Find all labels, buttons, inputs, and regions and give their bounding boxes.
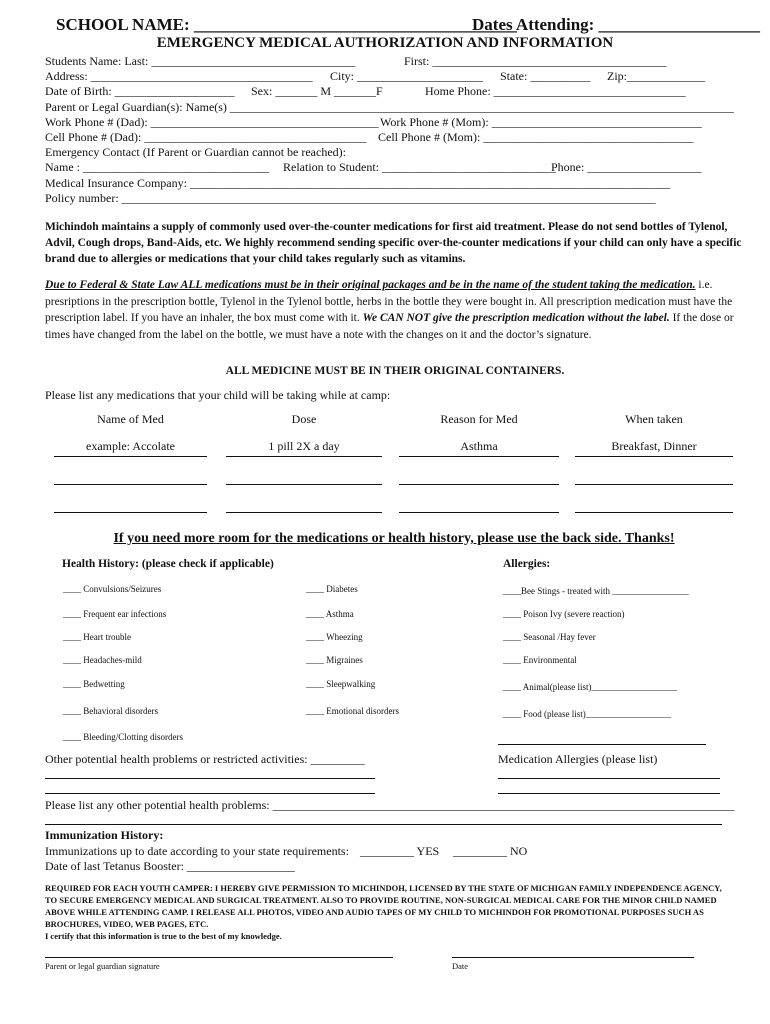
cell-phone-dad-field[interactable]: Cell Phone # (Dad): _____________________________________ bbox=[45, 130, 367, 144]
first-name-field[interactable]: First: _______________________________________ bbox=[404, 54, 667, 68]
emergency-name-field[interactable]: Name : _______________________________ bbox=[45, 160, 269, 174]
med-input-line[interactable] bbox=[226, 484, 382, 485]
restricted-activities-field[interactable]: Other potential health problems or restricted activities: _________ bbox=[45, 752, 365, 766]
med-line bbox=[54, 456, 207, 457]
med-example-reason: Asthma bbox=[460, 439, 498, 453]
law-emphasis: Due to Federal & State Law ALL medications must be in their original packages and be in the name of the student taking the medication. bbox=[45, 279, 696, 291]
health-convulsions[interactable]: ____ Convulsions/Seizures bbox=[63, 584, 162, 594]
law-bold-italic: We CAN NOT give the prescription medication without the label. bbox=[362, 312, 670, 324]
med-example-dose: 1 pill 2X a day bbox=[268, 439, 340, 453]
med-example-when: Breakfast, Dinner bbox=[611, 439, 697, 453]
allergy-animal[interactable]: ____ Animal(please list)___________________ bbox=[503, 682, 677, 692]
med-input-line[interactable] bbox=[575, 484, 733, 485]
immunization-uptodate-label: Immunizations up to date according to your state requirements: bbox=[45, 844, 349, 858]
health-bleeding[interactable]: ____ Bleeding/Clotting disorders bbox=[63, 732, 183, 742]
dates-attending-field[interactable]: Dates Attending: ___________________ bbox=[472, 15, 761, 34]
emergency-phone-field[interactable]: Phone: ___________________ bbox=[551, 160, 702, 174]
health-diabetes[interactable]: ____ Diabetes bbox=[306, 584, 358, 594]
med-allergy-line[interactable] bbox=[498, 793, 720, 794]
med-example-name: example: Accolate bbox=[86, 439, 175, 453]
consent-text: REQUIRED FOR EACH YOUTH CAMPER: I HEREBY GIVE PERMISSION TO MICHINDOH, LICENSED BY THE STATE OF MICHIGAN FAMILY INDEPENDENCE AGENCY, TO SECURE EMERGENCY MEDICAL AND SURGICAL TREATMENT. ALSO TO PROVIDE ROUTINE, NON-SURGICAL MEDICAL CARE FOR THE MINOR CHILD NAMED ABOVE WHILE ATTENDING CAMP. I RELEASE ALL PHOTOS, VIDEO AND AUDIO TAPES OF MY CHILD TO MICHINDOH FOR PROMOTIONAL PURPOSES SUCH AS BROCHURES, VIDEO, WEB PAGES, ETC. bbox=[45, 883, 722, 929]
health-behavioral[interactable]: ____ Behavioral disorders bbox=[63, 706, 158, 716]
health-sleepwalking[interactable]: ____ Sleepwalking bbox=[306, 679, 376, 689]
health-wheezing[interactable]: ____ Wheezing bbox=[306, 632, 363, 642]
med-header-reason: Reason for Med bbox=[440, 412, 518, 426]
health-heart-trouble[interactable]: ____ Heart trouble bbox=[63, 632, 131, 642]
med-input-line[interactable] bbox=[399, 484, 559, 485]
otc-notice: Michindoh maintains a supply of commonly used over-the-counter medications for first aid treatment. Please do not send bottles of Tylenol, Advil, Cough drops, Band-Aids, etc. We highly recommend sending specific over-the-counter medications if your child can only have a specific brand due to allergies or medications that your child takes regularly such as vitamins. bbox=[45, 221, 742, 265]
work-phone-dad-field[interactable]: Work Phone # (Dad): ______________________________________ bbox=[45, 115, 379, 129]
restricted-line[interactable] bbox=[45, 778, 375, 779]
med-input-line[interactable] bbox=[226, 512, 382, 513]
med-input-line[interactable] bbox=[575, 512, 733, 513]
date-line[interactable] bbox=[452, 957, 694, 958]
health-bedwetting[interactable]: ____ Bedwetting bbox=[63, 679, 125, 689]
dob-field[interactable]: Date of Birth: ____________________ bbox=[45, 84, 235, 98]
city-field[interactable]: City: _____________________ bbox=[330, 69, 484, 83]
law-text-1: i.e. presriptions in the prescription bottle, Tylenol in the Tylenol bottle, herbs in the bottle they were bought in. All prescription medication must have the prescription label. If you have an inhaler, the box must come with it. bbox=[45, 279, 733, 324]
other-problems-field[interactable]: Please list any other potential health problems: _____________________________________________________________________________ bbox=[45, 798, 735, 812]
allergies-heading: Allergies: bbox=[503, 558, 551, 570]
cell-phone-mom-field[interactable]: Cell Phone # (Mom): ___________________________________ bbox=[378, 130, 694, 144]
law-text-2: If the dose or times have changed from the label on the bottle, we must have a note with the changes on it and the doctor’s signature. bbox=[45, 312, 734, 341]
health-asthma[interactable]: ____ Asthma bbox=[306, 609, 354, 619]
state-field[interactable]: State: __________ bbox=[500, 69, 591, 83]
date-label: Date bbox=[452, 961, 469, 971]
med-line bbox=[575, 456, 733, 457]
health-ear-infections[interactable]: ____ Frequent ear infections bbox=[63, 609, 167, 619]
allergy-poison-ivy[interactable]: ____ Poison Ivy (severe reaction) bbox=[503, 609, 625, 619]
signature-line[interactable] bbox=[45, 957, 393, 958]
emergency-contact-heading: Emergency Contact (If Parent or Guardian cannot be reached): bbox=[45, 145, 346, 159]
signature-label: Parent or legal guardian signature bbox=[45, 961, 160, 971]
health-emotional[interactable]: ____ Emotional disorders bbox=[306, 706, 399, 716]
tetanus-field[interactable]: Date of last Tetanus Booster: __________________ bbox=[45, 859, 295, 873]
allergy-food[interactable]: ____ Food (please list)___________________ bbox=[503, 709, 672, 719]
immunization-yes-field[interactable]: _________ YES bbox=[360, 844, 440, 858]
immunization-no-field[interactable]: _________ NO bbox=[453, 844, 528, 858]
more-room-notice: If you need more room for the medications or health history, please use the back side. Thanks! bbox=[113, 531, 675, 546]
allergy-extra-line[interactable] bbox=[498, 744, 706, 745]
law-notice bbox=[45, 277, 745, 343]
address-field[interactable]: Address: _____________________________________ bbox=[45, 69, 313, 83]
allergy-environmental[interactable]: ____ Environmental bbox=[503, 655, 577, 665]
med-line bbox=[399, 456, 559, 457]
medication-allergies-label: Medication Allergies (please list) bbox=[498, 752, 658, 766]
med-input-line[interactable] bbox=[399, 512, 559, 513]
med-header-name: Name of Med bbox=[97, 412, 164, 426]
relation-field[interactable]: Relation to Student: _____________________________ bbox=[283, 160, 556, 174]
home-phone-field[interactable]: Home Phone: ________________________________ bbox=[425, 84, 686, 98]
allergy-seasonal[interactable]: ____ Seasonal /Hay fever bbox=[503, 632, 596, 642]
med-line bbox=[226, 456, 382, 457]
medication-list-prompt: Please list any medications that your child will be taking while at camp: bbox=[45, 388, 391, 402]
health-history-heading: Health History: (please check if applicable) bbox=[62, 558, 274, 570]
allergy-bee-stings[interactable]: ____Bee Stings - treated with _________________ bbox=[503, 586, 689, 596]
med-header-dose: Dose bbox=[291, 412, 317, 426]
restricted-line[interactable] bbox=[45, 793, 375, 794]
guardian-name-field[interactable]: Parent or Legal Guardian(s): Name(s) ____________________________________________________________________________________ bbox=[45, 100, 734, 114]
med-header-when: When taken bbox=[625, 412, 683, 426]
last-name-field[interactable]: Students Name: Last: __________________________________ bbox=[45, 54, 356, 68]
sex-field[interactable]: Sex: _______ M _______F bbox=[251, 84, 383, 98]
school-name-field[interactable]: SCHOOL NAME: ______________________________________ bbox=[56, 15, 517, 34]
certify-text: I certify that this information is true to the best of my knowledge. bbox=[45, 931, 282, 941]
med-input-line[interactable] bbox=[54, 484, 207, 485]
page-title: EMERGENCY MEDICAL AUTHORIZATION AND INFORMATION bbox=[156, 35, 614, 51]
health-headaches[interactable]: ____ Headaches-mild bbox=[63, 655, 142, 665]
health-migraines[interactable]: ____ Migraines bbox=[306, 655, 363, 665]
insurance-field[interactable]: Medical Insurance Company: ________________________________________________________________________________ bbox=[45, 176, 670, 190]
other-problems-line[interactable] bbox=[45, 824, 722, 825]
policy-number-field[interactable]: Policy number: _________________________________________________________________________________________ bbox=[45, 191, 656, 205]
immunization-heading: Immunization History: bbox=[45, 828, 164, 842]
containers-notice: ALL MEDICINE MUST BE IN THEIR ORIGINAL CONTAINERS. bbox=[225, 365, 565, 377]
work-phone-mom-field[interactable]: Work Phone # (Mom): ___________________________________ bbox=[380, 115, 702, 129]
med-input-line[interactable] bbox=[54, 512, 207, 513]
zip-field[interactable]: Zip:_____________ bbox=[607, 69, 705, 83]
med-allergy-line[interactable] bbox=[498, 778, 720, 779]
